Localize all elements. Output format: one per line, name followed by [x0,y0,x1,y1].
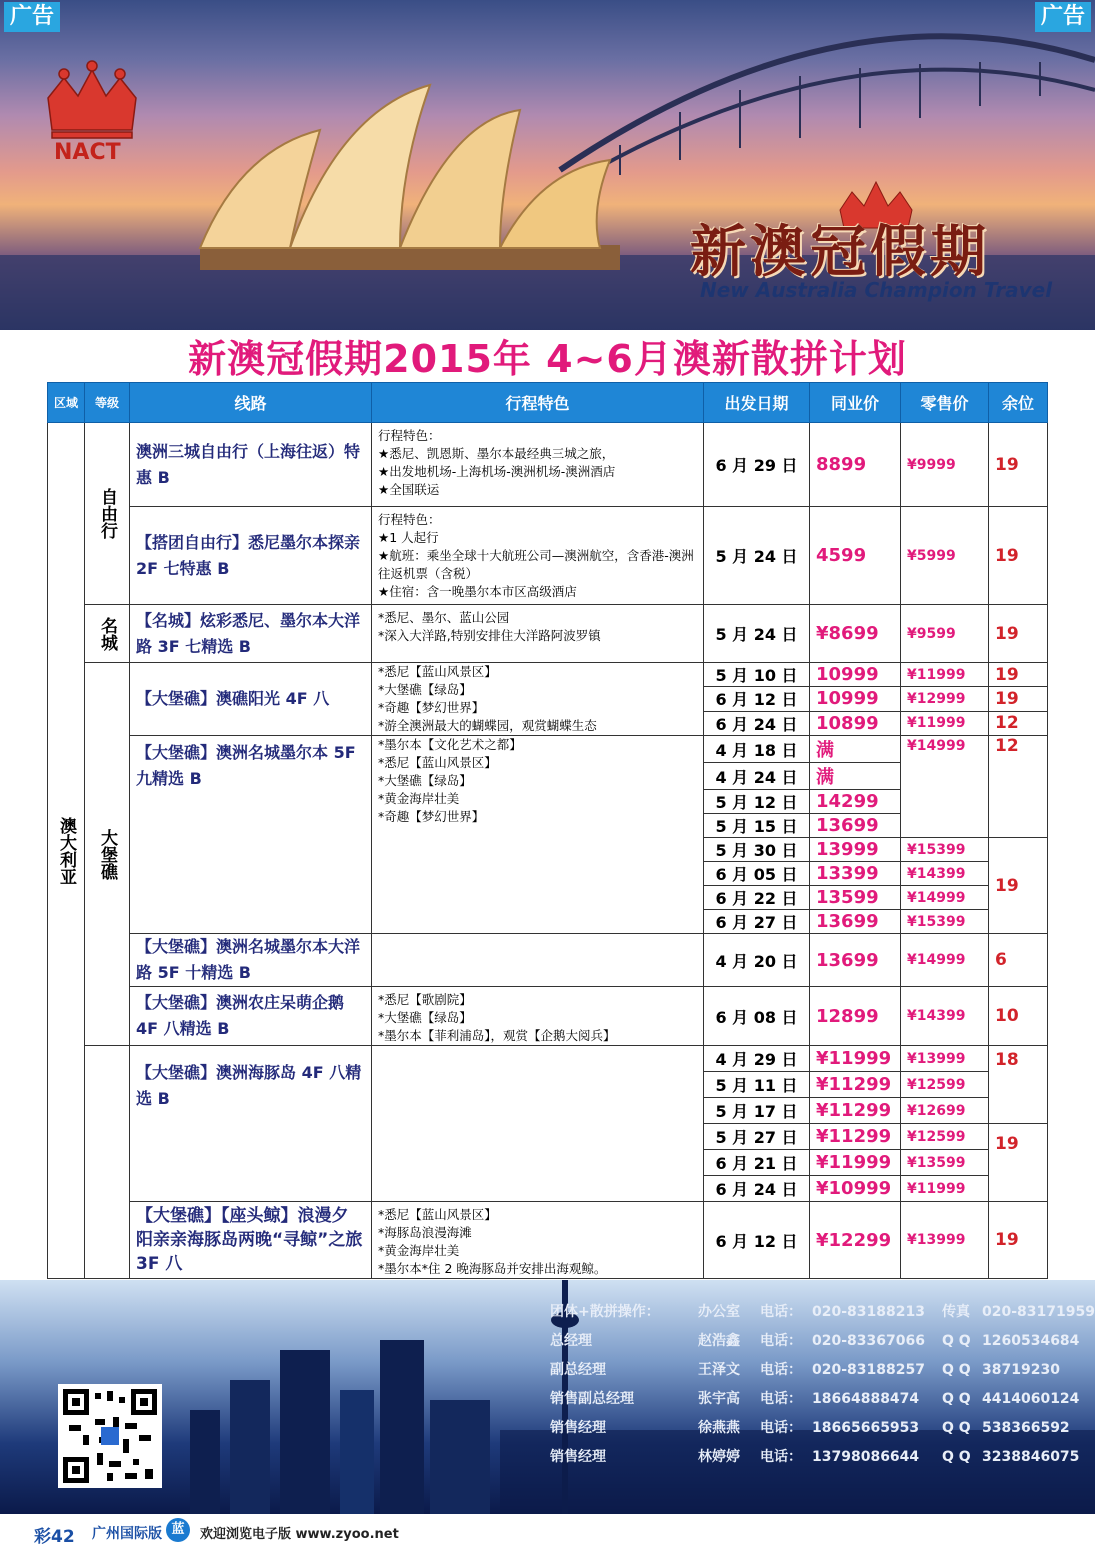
grade-reef-cell: 大堡礁 [85,663,130,1046]
seats-left: 10 [989,987,1048,1046]
trade-price: 10999 [810,687,901,711]
route-name: 【搭团自由行】悉尼墨尔本探亲 2F 七特惠 B [130,507,372,605]
contact-row: 销售副总经理 张宇高 电话： 18664888474 Q Q 4414060124 [550,1391,1080,1407]
trade-price: 13699 [810,934,901,987]
header-trade-price: 同业价 [810,383,901,423]
contact-row: 销售经理 徐燕燕 电话： 18665665953 Q Q 538366592 [550,1420,1070,1436]
departure-date: 5 月 24 日 [704,605,810,663]
retail-price: ¥14999 [901,736,989,838]
seats-left: 19 [989,1202,1048,1279]
retail-price: ¥5999 [901,507,989,605]
seats-left: 18 [989,1046,1048,1124]
departure-date: 5 月 10 日 [704,663,810,687]
retail-price: ¥11999 [901,711,989,735]
table-row [48,1046,1048,1072]
header-grade: 等级 [85,383,130,423]
route-features: *悉尼【蓝山风景区】 *大堡礁【绿岛】 *奇趣【梦幻世界】 *游全澳洲最大的蝴蝶园，观赏蝴蝶生态 [372,663,704,736]
departure-date: 6 月 29 日 [704,423,810,507]
trade-price: ¥11299 [810,1072,901,1098]
grade-famous-cell: 名城 [85,605,130,663]
page-number: 彩42 广州国际版 [34,1522,75,1547]
departure-date: 5 月 24 日 [704,507,810,605]
departure-date: 4 月 24 日 [704,763,810,790]
trade-price: 12899 [810,987,901,1046]
seats-left: 19 [989,687,1048,711]
departure-date: 5 月 12 日 [704,790,810,814]
trade-price: ¥11299 [810,1124,901,1150]
route-features: 行程特色： ★1 人起行 ★航班：乘坐全球十大航班公司—澳洲航空，含香港-澳洲往返机票（含税） ★住宿：含一晚墨尔本市区高级酒店 [372,507,704,605]
contact-row: 团体+散拼操作： 办公室 电话： 020-83188213 传真 020-83171959 [550,1304,1095,1320]
route-name: 【名城】炫彩悉尼、墨尔本大洋路 3F 七精选 B [130,605,372,663]
retail-price: ¥12699 [901,1098,989,1124]
route-features: *悉尼【歌剧院】 *大堡礁【绿岛】 *墨尔本【菲利浦岛】，观赏【企鹅大阅兵】 [372,987,704,1046]
schedule-table [47,382,1048,1279]
footer-contacts-panel [0,1280,1095,1514]
header-date: 出发日期 [704,383,810,423]
route-name: 【大堡礁】澳洲海豚岛 4F 八精选 B [130,1046,372,1202]
trade-price: 13699 [810,814,901,838]
region-cell: 澳大利亚 [48,423,85,1279]
retail-price: ¥12999 [901,687,989,711]
trade-price: ¥10999 [810,1176,901,1202]
retail-price: ¥13999 [901,1202,989,1279]
trade-price: 13399 [810,862,901,886]
brand-title: 新澳冠假期 [690,220,990,285]
table-row [48,934,1048,987]
lan-badge-icon: 蓝 [166,1518,190,1542]
trade-price: ¥11299 [810,1098,901,1124]
seats-left: 19 [989,423,1048,507]
hero-banner [0,0,1095,330]
route-features: *悉尼【蓝山风景区】 *海豚岛浪漫海滩 *黄金海岸壮美 *墨尔本*住 2 晚海豚岛并安排出海观鲸。 [372,1202,704,1279]
departure-date: 4 月 20 日 [704,934,810,987]
route-features [372,1046,704,1202]
seats-left: 19 [989,1124,1048,1202]
retail-price: ¥15399 [901,838,989,862]
route-name: 【大堡礁】澳洲农庄呆萌企鹅 4F 八精选 B [130,987,372,1046]
route-features: *悉尼、墨尔、蓝山公园 *深入大洋路,特别安排住大洋路阿波罗镇 [372,605,704,663]
seats-left: 19 [989,507,1048,605]
trade-price: 满 [810,763,901,790]
contact-row: 销售经理 林婷婷 电话： 13798086644 Q Q 3238846075 [550,1449,1080,1465]
retail-price: ¥14399 [901,987,989,1046]
table-row [48,423,1048,507]
contact-row: 总经理 赵浩鑫 电话： 020-83367066 Q Q 1260534684 [550,1333,1080,1349]
edition-label: 广州国际版 [92,1526,162,1542]
ad-label-right: 广告 [1035,2,1091,32]
departure-date: 5 月 27 日 [704,1124,810,1150]
retail-price: ¥12599 [901,1124,989,1150]
header-route: 线路 [130,383,372,423]
trade-price: ¥12299 [810,1202,901,1279]
trade-price: ¥8699 [810,605,901,663]
trade-price: 13599 [810,886,901,910]
header-seats: 余位 [989,383,1048,423]
header-retail-price: 零售价 [901,383,989,423]
seats-left: 6 [989,934,1048,987]
route-name: 澳洲三城自由行（上海往返）特惠 B [130,423,372,507]
departure-date: 6 月 24 日 [704,1176,810,1202]
departure-date: 5 月 17 日 [704,1098,810,1124]
seats-left: 12 [989,736,1048,838]
contact-row: 副总经理 王泽文 电话： 020-83188257 Q Q 38719230 [550,1362,1060,1378]
header-region: 区域 [48,383,85,423]
route-name: 【大堡礁】澳洲名城墨尔本 5F 九精选 B [130,736,372,934]
departure-date: 4 月 29 日 [704,1046,810,1072]
departure-date: 6 月 22 日 [704,886,810,910]
brand-subtitle: New Australia Champion Travel [700,278,1053,302]
ad-label-left: 广告 [4,2,60,32]
retail-price: ¥14999 [901,886,989,910]
retail-price: ¥9999 [901,423,989,507]
retail-price: ¥15399 [901,910,989,934]
table-row [48,736,1048,763]
departure-date: 6 月 12 日 [704,687,810,711]
departure-date: 6 月 27 日 [704,910,810,934]
table-header-row [48,383,1048,423]
seats-left: 12 [989,711,1048,735]
route-name: 【大堡礁】【座头鲸】浪漫夕阳亲亲海豚岛两晚“寻鲸”之旅 3F 八 [130,1202,372,1279]
seats-left: 19 [989,605,1048,663]
contacts-list [550,1298,1095,1472]
departure-date: 6 月 12 日 [704,1202,810,1279]
trade-price: 10999 [810,663,901,687]
seats-left: 19 [989,663,1048,687]
table-row [48,507,1048,605]
departure-date: 6 月 24 日 [704,711,810,735]
retail-price: ¥14399 [901,862,989,886]
retail-price: ¥12599 [901,1072,989,1098]
table-row [48,663,1048,687]
retail-price: ¥14999 [901,934,989,987]
trade-price: 13699 [810,910,901,934]
retail-price: ¥13599 [901,1150,989,1176]
grade-blank-cell [85,1046,130,1279]
seats-left: 19 [989,838,1048,934]
route-name: 【大堡礁】澳洲名城墨尔本大洋路 5F 十精选 B [130,934,372,987]
trade-price: 4599 [810,507,901,605]
departure-date: 6 月 21 日 [704,1150,810,1176]
departure-date: 6 月 05 日 [704,862,810,886]
route-features: *墨尔本【文化艺术之都】 *悉尼【蓝山风景区】 *大堡礁【绿岛】 *黄金海岸壮美 *奇趣【梦幻世界】 [372,736,704,934]
route-features: 行程特色： ★悉尼、凯恩斯、墨尔本最经典三城之旅， ★出发地机场-上海机场-澳洲机场-澳洲酒店 ★全国联运 [372,423,704,507]
departure-date: 5 月 15 日 [704,814,810,838]
trade-price: 13999 [810,838,901,862]
retail-price: ¥11999 [901,1176,989,1202]
table-row [48,605,1048,663]
retail-price: ¥9599 [901,605,989,663]
trade-price: 14299 [810,790,901,814]
route-features [372,934,704,987]
departure-date: 5 月 30 日 [704,838,810,862]
trade-price: 8899 [810,423,901,507]
departure-date: 5 月 11 日 [704,1072,810,1098]
departure-date: 6 月 08 日 [704,987,810,1046]
logo: NACT [54,140,121,165]
header-features: 行程特色 [372,383,704,423]
trade-price: ¥11999 [810,1046,901,1072]
trade-price: 满 [810,736,901,763]
trade-price: 10899 [810,711,901,735]
departure-date: 4 月 18 日 [704,736,810,763]
retail-price: ¥13999 [901,1046,989,1072]
page-footer [0,1514,1095,1549]
route-name: 【大堡礁】澳礁阳光 4F 八 [130,663,372,736]
page-title: 新澳冠假期2015年 4~6月澳新散拼计划 [188,337,907,381]
trade-price: ¥11999 [810,1150,901,1176]
welcome-text: 欢迎浏览电子版 www.zyoo.net [200,1527,399,1542]
qr-code-icon [58,1384,162,1488]
retail-price: ¥11999 [901,663,989,687]
table-row [48,987,1048,1046]
grade-free-cell: 自由行 [85,423,130,605]
table-row [48,1202,1048,1279]
